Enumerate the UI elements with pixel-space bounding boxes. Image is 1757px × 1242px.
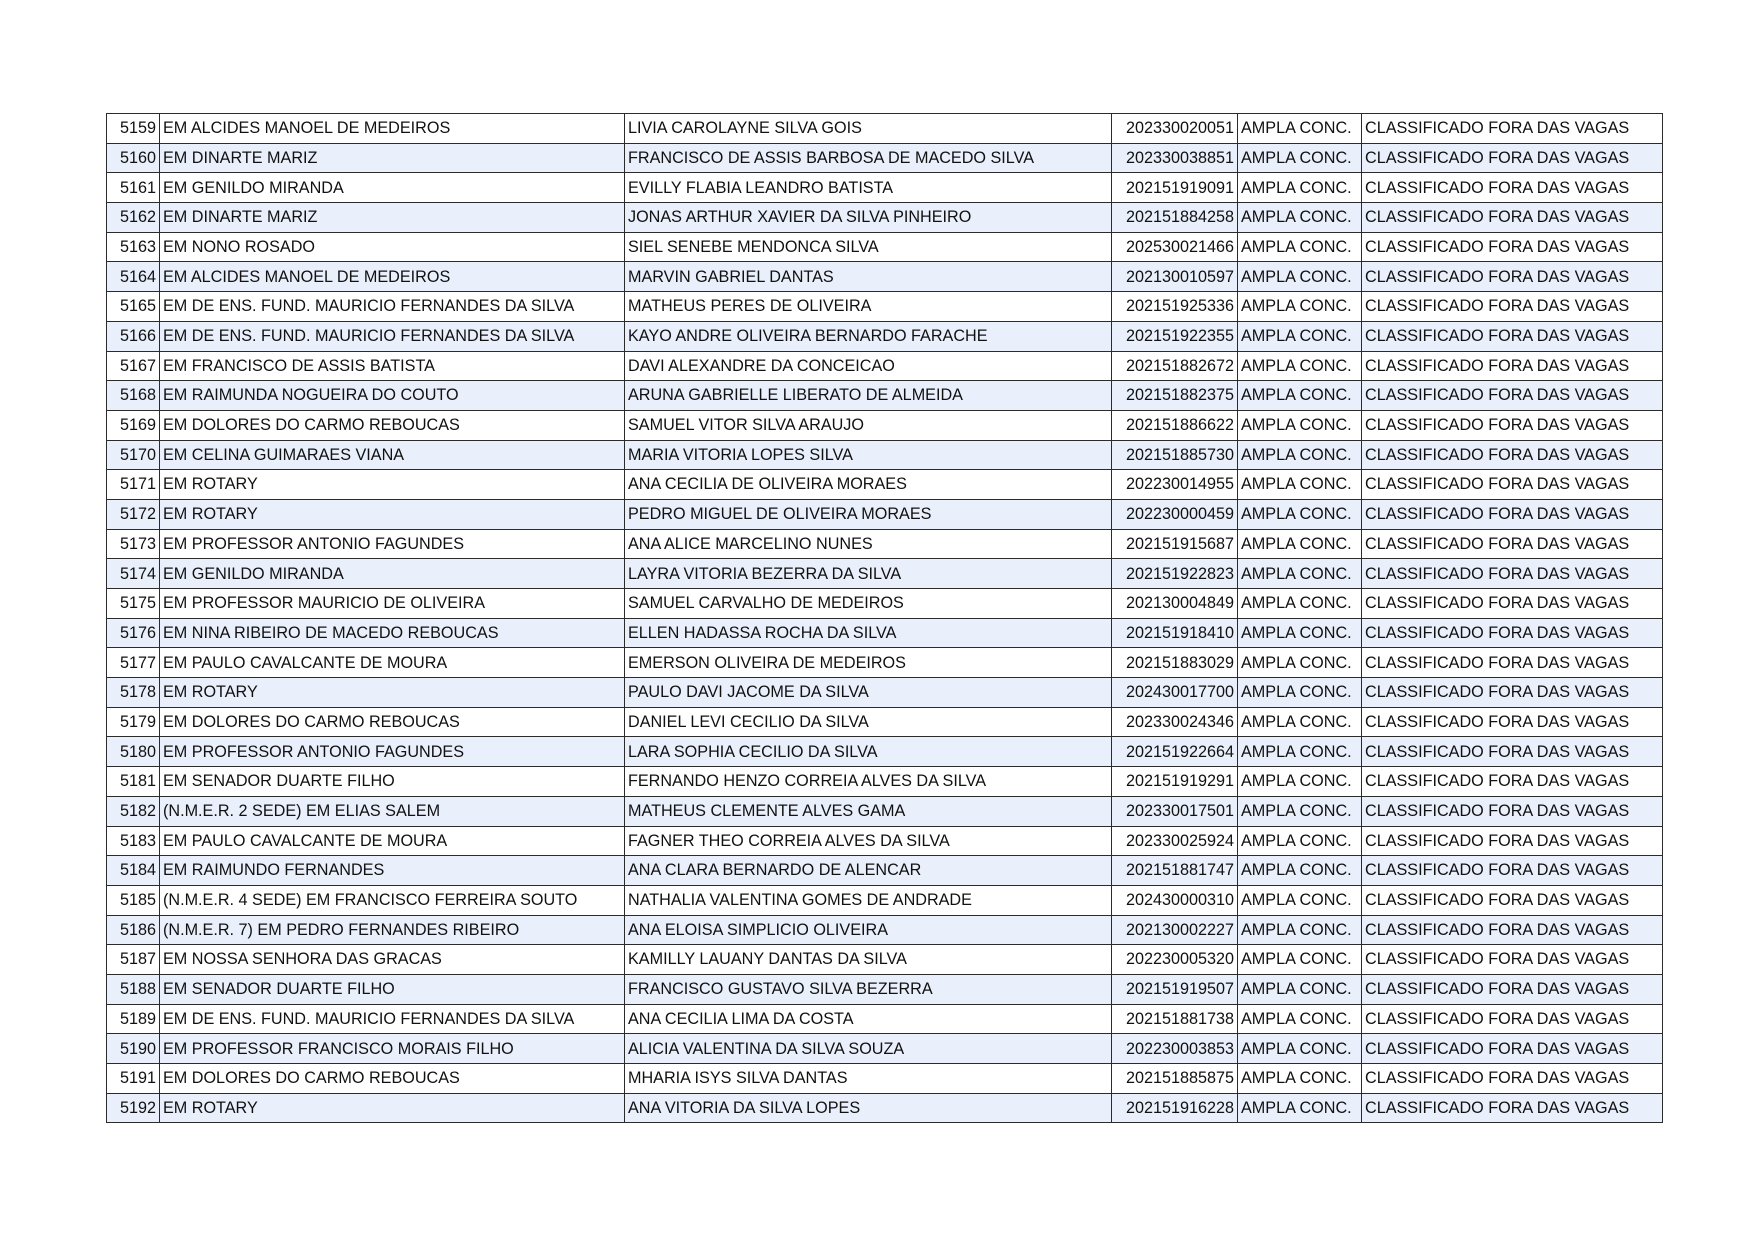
category-cell: AMPLA CONC. [1238,737,1362,767]
registration-cell: 202230000459 [1112,499,1238,529]
category-cell: AMPLA CONC. [1238,559,1362,589]
category-cell: AMPLA CONC. [1238,529,1362,559]
candidate-name-cell: FERNANDO HENZO CORREIA ALVES DA SILVA [625,767,1112,797]
row-number: 5166 [107,321,160,351]
category-cell: AMPLA CONC. [1238,974,1362,1004]
category-cell: AMPLA CONC. [1238,173,1362,203]
status-cell: CLASSIFICADO FORA DAS VAGAS [1362,262,1663,292]
results-table-body [107,114,1663,1123]
table-row [107,589,1663,619]
category-cell: AMPLA CONC. [1238,856,1362,886]
row-number: 5180 [107,737,160,767]
category-cell: AMPLA CONC. [1238,796,1362,826]
row-number: 5159 [107,114,160,144]
candidate-name-cell: ANA ELOISA SIMPLICIO OLIVEIRA [625,915,1112,945]
row-number: 5170 [107,440,160,470]
registration-cell: 202151919091 [1112,173,1238,203]
status-cell: CLASSIFICADO FORA DAS VAGAS [1362,826,1663,856]
row-number: 5189 [107,1004,160,1034]
table-row [107,1064,1663,1094]
status-cell: CLASSIFICADO FORA DAS VAGAS [1362,529,1663,559]
row-number: 5185 [107,885,160,915]
category-cell: AMPLA CONC. [1238,143,1362,173]
school-cell: EM GENILDO MIRANDA [160,559,625,589]
row-number: 5169 [107,410,160,440]
row-number: 5163 [107,232,160,262]
category-cell: AMPLA CONC. [1238,885,1362,915]
table-row [107,440,1663,470]
status-cell: CLASSIFICADO FORA DAS VAGAS [1362,470,1663,500]
status-cell: CLASSIFICADO FORA DAS VAGAS [1362,410,1663,440]
candidate-name-cell: MARIA VITORIA LOPES SILVA [625,440,1112,470]
row-number: 5190 [107,1034,160,1064]
category-cell: AMPLA CONC. [1238,114,1362,144]
school-cell: EM DE ENS. FUND. MAURICIO FERNANDES DA SILVA [160,321,625,351]
registration-cell: 202151882375 [1112,381,1238,411]
candidate-name-cell: LARA SOPHIA CECILIO DA SILVA [625,737,1112,767]
category-cell: AMPLA CONC. [1238,321,1362,351]
school-cell: EM PROFESSOR FRANCISCO MORAIS FILHO [160,1034,625,1064]
status-cell: CLASSIFICADO FORA DAS VAGAS [1362,114,1663,144]
row-number: 5192 [107,1093,160,1123]
status-cell: CLASSIFICADO FORA DAS VAGAS [1362,1004,1663,1034]
candidate-name-cell: ARUNA GABRIELLE LIBERATO DE ALMEIDA [625,381,1112,411]
table-row [107,470,1663,500]
table-row [107,1034,1663,1064]
category-cell: AMPLA CONC. [1238,618,1362,648]
status-cell: CLASSIFICADO FORA DAS VAGAS [1362,1093,1663,1123]
table-row [107,796,1663,826]
table-row [107,678,1663,708]
candidate-name-cell: EVILLY FLABIA LEANDRO BATISTA [625,173,1112,203]
registration-cell: 202330020051 [1112,114,1238,144]
table-row [107,351,1663,381]
registration-cell: 202151919507 [1112,974,1238,1004]
category-cell: AMPLA CONC. [1238,351,1362,381]
school-cell: EM PROFESSOR ANTONIO FAGUNDES [160,737,625,767]
registration-cell: 202151925336 [1112,292,1238,322]
registration-cell: 202530021466 [1112,232,1238,262]
registration-cell: 202151922823 [1112,559,1238,589]
category-cell: AMPLA CONC. [1238,381,1362,411]
school-cell: EM ROTARY [160,470,625,500]
status-cell: CLASSIFICADO FORA DAS VAGAS [1362,173,1663,203]
row-number: 5174 [107,559,160,589]
school-cell: EM DINARTE MARIZ [160,203,625,233]
school-cell: (N.M.E.R. 2 SEDE) EM ELIAS SALEM [160,796,625,826]
category-cell: AMPLA CONC. [1238,203,1362,233]
row-number: 5164 [107,262,160,292]
registration-cell: 202330017501 [1112,796,1238,826]
school-cell: EM SENADOR DUARTE FILHO [160,767,625,797]
table-row [107,1093,1663,1123]
school-cell: EM ROTARY [160,678,625,708]
category-cell: AMPLA CONC. [1238,648,1362,678]
table-row [107,232,1663,262]
status-cell: CLASSIFICADO FORA DAS VAGAS [1362,1034,1663,1064]
row-number: 5162 [107,203,160,233]
status-cell: CLASSIFICADO FORA DAS VAGAS [1362,351,1663,381]
registration-cell: 202151922355 [1112,321,1238,351]
school-cell: EM ALCIDES MANOEL DE MEDEIROS [160,262,625,292]
registration-cell: 202230003853 [1112,1034,1238,1064]
document-page [106,113,1662,1123]
category-cell: AMPLA CONC. [1238,589,1362,619]
category-cell: AMPLA CONC. [1238,826,1362,856]
registration-cell: 202151885730 [1112,440,1238,470]
table-row [107,410,1663,440]
table-row [107,529,1663,559]
candidate-name-cell: ANA CECILIA LIMA DA COSTA [625,1004,1112,1034]
school-cell: EM PAULO CAVALCANTE DE MOURA [160,648,625,678]
school-cell: EM RAIMUNDA NOGUEIRA DO COUTO [160,381,625,411]
table-row [107,321,1663,351]
row-number: 5182 [107,796,160,826]
candidate-name-cell: ANA ALICE MARCELINO NUNES [625,529,1112,559]
candidate-name-cell: MATHEUS CLEMENTE ALVES GAMA [625,796,1112,826]
status-cell: CLASSIFICADO FORA DAS VAGAS [1362,885,1663,915]
registration-cell: 202230014955 [1112,470,1238,500]
row-number: 5172 [107,499,160,529]
status-cell: CLASSIFICADO FORA DAS VAGAS [1362,321,1663,351]
table-row [107,292,1663,322]
candidate-name-cell: MATHEUS PERES DE OLIVEIRA [625,292,1112,322]
registration-cell: 202151919291 [1112,767,1238,797]
status-cell: CLASSIFICADO FORA DAS VAGAS [1362,381,1663,411]
category-cell: AMPLA CONC. [1238,232,1362,262]
table-row [107,945,1663,975]
school-cell: EM DE ENS. FUND. MAURICIO FERNANDES DA SILVA [160,1004,625,1034]
category-cell: AMPLA CONC. [1238,1064,1362,1094]
status-cell: CLASSIFICADO FORA DAS VAGAS [1362,707,1663,737]
candidate-name-cell: KAMILLY LAUANY DANTAS DA SILVA [625,945,1112,975]
candidate-name-cell: ALICIA VALENTINA DA SILVA SOUZA [625,1034,1112,1064]
registration-cell: 202151881738 [1112,1004,1238,1034]
registration-cell: 202151915687 [1112,529,1238,559]
candidate-name-cell: DANIEL LEVI CECILIO DA SILVA [625,707,1112,737]
table-row [107,114,1663,144]
status-cell: CLASSIFICADO FORA DAS VAGAS [1362,856,1663,886]
status-cell: CLASSIFICADO FORA DAS VAGAS [1362,678,1663,708]
category-cell: AMPLA CONC. [1238,1093,1362,1123]
row-number: 5187 [107,945,160,975]
category-cell: AMPLA CONC. [1238,945,1362,975]
candidate-name-cell: JONAS ARTHUR XAVIER DA SILVA PINHEIRO [625,203,1112,233]
table-row [107,737,1663,767]
school-cell: EM GENILDO MIRANDA [160,173,625,203]
registration-cell: 202151886622 [1112,410,1238,440]
candidate-name-cell: EMERSON OLIVEIRA DE MEDEIROS [625,648,1112,678]
category-cell: AMPLA CONC. [1238,1004,1362,1034]
school-cell: EM PROFESSOR ANTONIO FAGUNDES [160,529,625,559]
row-number: 5178 [107,678,160,708]
school-cell: EM NINA RIBEIRO DE MACEDO REBOUCAS [160,618,625,648]
status-cell: CLASSIFICADO FORA DAS VAGAS [1362,589,1663,619]
results-table [106,113,1663,1123]
school-cell: EM NOSSA SENHORA DAS GRACAS [160,945,625,975]
status-cell: CLASSIFICADO FORA DAS VAGAS [1362,945,1663,975]
registration-cell: 202330024346 [1112,707,1238,737]
candidate-name-cell: MARVIN GABRIEL DANTAS [625,262,1112,292]
candidate-name-cell: DAVI ALEXANDRE DA CONCEICAO [625,351,1112,381]
row-number: 5183 [107,826,160,856]
status-cell: CLASSIFICADO FORA DAS VAGAS [1362,737,1663,767]
registration-cell: 202130004849 [1112,589,1238,619]
row-number: 5160 [107,143,160,173]
school-cell: (N.M.E.R. 7) EM PEDRO FERNANDES RIBEIRO [160,915,625,945]
registration-cell: 202151881747 [1112,856,1238,886]
candidate-name-cell: SAMUEL CARVALHO DE MEDEIROS [625,589,1112,619]
category-cell: AMPLA CONC. [1238,499,1362,529]
table-row [107,499,1663,529]
candidate-name-cell: MHARIA ISYS SILVA DANTAS [625,1064,1112,1094]
category-cell: AMPLA CONC. [1238,262,1362,292]
table-row [107,707,1663,737]
row-number: 5186 [107,915,160,945]
row-number: 5191 [107,1064,160,1094]
candidate-name-cell: LAYRA VITORIA BEZERRA DA SILVA [625,559,1112,589]
row-number: 5179 [107,707,160,737]
registration-cell: 202430017700 [1112,678,1238,708]
registration-cell: 202151918410 [1112,618,1238,648]
candidate-name-cell: SIEL SENEBE MENDONCA SILVA [625,232,1112,262]
registration-cell: 202151883029 [1112,648,1238,678]
table-row [107,618,1663,648]
row-number: 5171 [107,470,160,500]
school-cell: EM CELINA GUIMARAES VIANA [160,440,625,470]
row-number: 5176 [107,618,160,648]
registration-cell: 202330038851 [1112,143,1238,173]
category-cell: AMPLA CONC. [1238,1034,1362,1064]
school-cell: EM NONO ROSADO [160,232,625,262]
candidate-name-cell: SAMUEL VITOR SILVA ARAUJO [625,410,1112,440]
row-number: 5165 [107,292,160,322]
status-cell: CLASSIFICADO FORA DAS VAGAS [1362,232,1663,262]
candidate-name-cell: ANA CECILIA DE OLIVEIRA MORAES [625,470,1112,500]
table-row [107,262,1663,292]
school-cell: EM DOLORES DO CARMO REBOUCAS [160,410,625,440]
school-cell: EM FRANCISCO DE ASSIS BATISTA [160,351,625,381]
row-number: 5173 [107,529,160,559]
table-row [107,885,1663,915]
table-row [107,974,1663,1004]
status-cell: CLASSIFICADO FORA DAS VAGAS [1362,499,1663,529]
row-number: 5181 [107,767,160,797]
table-row [107,143,1663,173]
school-cell: EM DOLORES DO CARMO REBOUCAS [160,1064,625,1094]
category-cell: AMPLA CONC. [1238,707,1362,737]
candidate-name-cell: FRANCISCO DE ASSIS BARBOSA DE MACEDO SILVA [625,143,1112,173]
table-row [107,381,1663,411]
category-cell: AMPLA CONC. [1238,767,1362,797]
status-cell: CLASSIFICADO FORA DAS VAGAS [1362,1064,1663,1094]
school-cell: EM PROFESSOR MAURICIO DE OLIVEIRA [160,589,625,619]
candidate-name-cell: FRANCISCO GUSTAVO SILVA BEZERRA [625,974,1112,1004]
school-cell: EM DINARTE MARIZ [160,143,625,173]
row-number: 5161 [107,173,160,203]
status-cell: CLASSIFICADO FORA DAS VAGAS [1362,559,1663,589]
status-cell: CLASSIFICADO FORA DAS VAGAS [1362,292,1663,322]
candidate-name-cell: KAYO ANDRE OLIVEIRA BERNARDO FARACHE [625,321,1112,351]
row-number: 5167 [107,351,160,381]
table-row [107,767,1663,797]
registration-cell: 202151884258 [1112,203,1238,233]
row-number: 5177 [107,648,160,678]
registration-cell: 202130002227 [1112,915,1238,945]
status-cell: CLASSIFICADO FORA DAS VAGAS [1362,618,1663,648]
school-cell: (N.M.E.R. 4 SEDE) EM FRANCISCO FERREIRA SOUTO [160,885,625,915]
status-cell: CLASSIFICADO FORA DAS VAGAS [1362,796,1663,826]
school-cell: EM PAULO CAVALCANTE DE MOURA [160,826,625,856]
status-cell: CLASSIFICADO FORA DAS VAGAS [1362,915,1663,945]
school-cell: EM ALCIDES MANOEL DE MEDEIROS [160,114,625,144]
school-cell: EM SENADOR DUARTE FILHO [160,974,625,1004]
row-number: 5184 [107,856,160,886]
row-number: 5168 [107,381,160,411]
registration-cell: 202330025924 [1112,826,1238,856]
status-cell: CLASSIFICADO FORA DAS VAGAS [1362,974,1663,1004]
category-cell: AMPLA CONC. [1238,292,1362,322]
table-row [107,648,1663,678]
table-row [107,559,1663,589]
category-cell: AMPLA CONC. [1238,440,1362,470]
status-cell: CLASSIFICADO FORA DAS VAGAS [1362,440,1663,470]
status-cell: CLASSIFICADO FORA DAS VAGAS [1362,767,1663,797]
table-row [107,915,1663,945]
school-cell: EM DOLORES DO CARMO REBOUCAS [160,707,625,737]
candidate-name-cell: ANA VITORIA DA SILVA LOPES [625,1093,1112,1123]
school-cell: EM DE ENS. FUND. MAURICIO FERNANDES DA SILVA [160,292,625,322]
category-cell: AMPLA CONC. [1238,915,1362,945]
candidate-name-cell: LIVIA CAROLAYNE SILVA GOIS [625,114,1112,144]
table-row [107,856,1663,886]
registration-cell: 202130010597 [1112,262,1238,292]
school-cell: EM RAIMUNDO FERNANDES [160,856,625,886]
registration-cell: 202430000310 [1112,885,1238,915]
candidate-name-cell: ELLEN HADASSA ROCHA DA SILVA [625,618,1112,648]
registration-cell: 202151882672 [1112,351,1238,381]
table-row [107,826,1663,856]
table-row [107,1004,1663,1034]
registration-cell: 202151922664 [1112,737,1238,767]
registration-cell: 202151885875 [1112,1064,1238,1094]
status-cell: CLASSIFICADO FORA DAS VAGAS [1362,143,1663,173]
candidate-name-cell: FAGNER THEO CORREIA ALVES DA SILVA [625,826,1112,856]
table-row [107,203,1663,233]
status-cell: CLASSIFICADO FORA DAS VAGAS [1362,203,1663,233]
school-cell: EM ROTARY [160,1093,625,1123]
school-cell: EM ROTARY [160,499,625,529]
row-number: 5188 [107,974,160,1004]
registration-cell: 202151916228 [1112,1093,1238,1123]
candidate-name-cell: PEDRO MIGUEL DE OLIVEIRA MORAES [625,499,1112,529]
candidate-name-cell: ANA CLARA BERNARDO DE ALENCAR [625,856,1112,886]
category-cell: AMPLA CONC. [1238,410,1362,440]
status-cell: CLASSIFICADO FORA DAS VAGAS [1362,648,1663,678]
category-cell: AMPLA CONC. [1238,470,1362,500]
candidate-name-cell: PAULO DAVI JACOME DA SILVA [625,678,1112,708]
category-cell: AMPLA CONC. [1238,678,1362,708]
table-row [107,173,1663,203]
candidate-name-cell: NATHALIA VALENTINA GOMES DE ANDRADE [625,885,1112,915]
row-number: 5175 [107,589,160,619]
registration-cell: 202230005320 [1112,945,1238,975]
